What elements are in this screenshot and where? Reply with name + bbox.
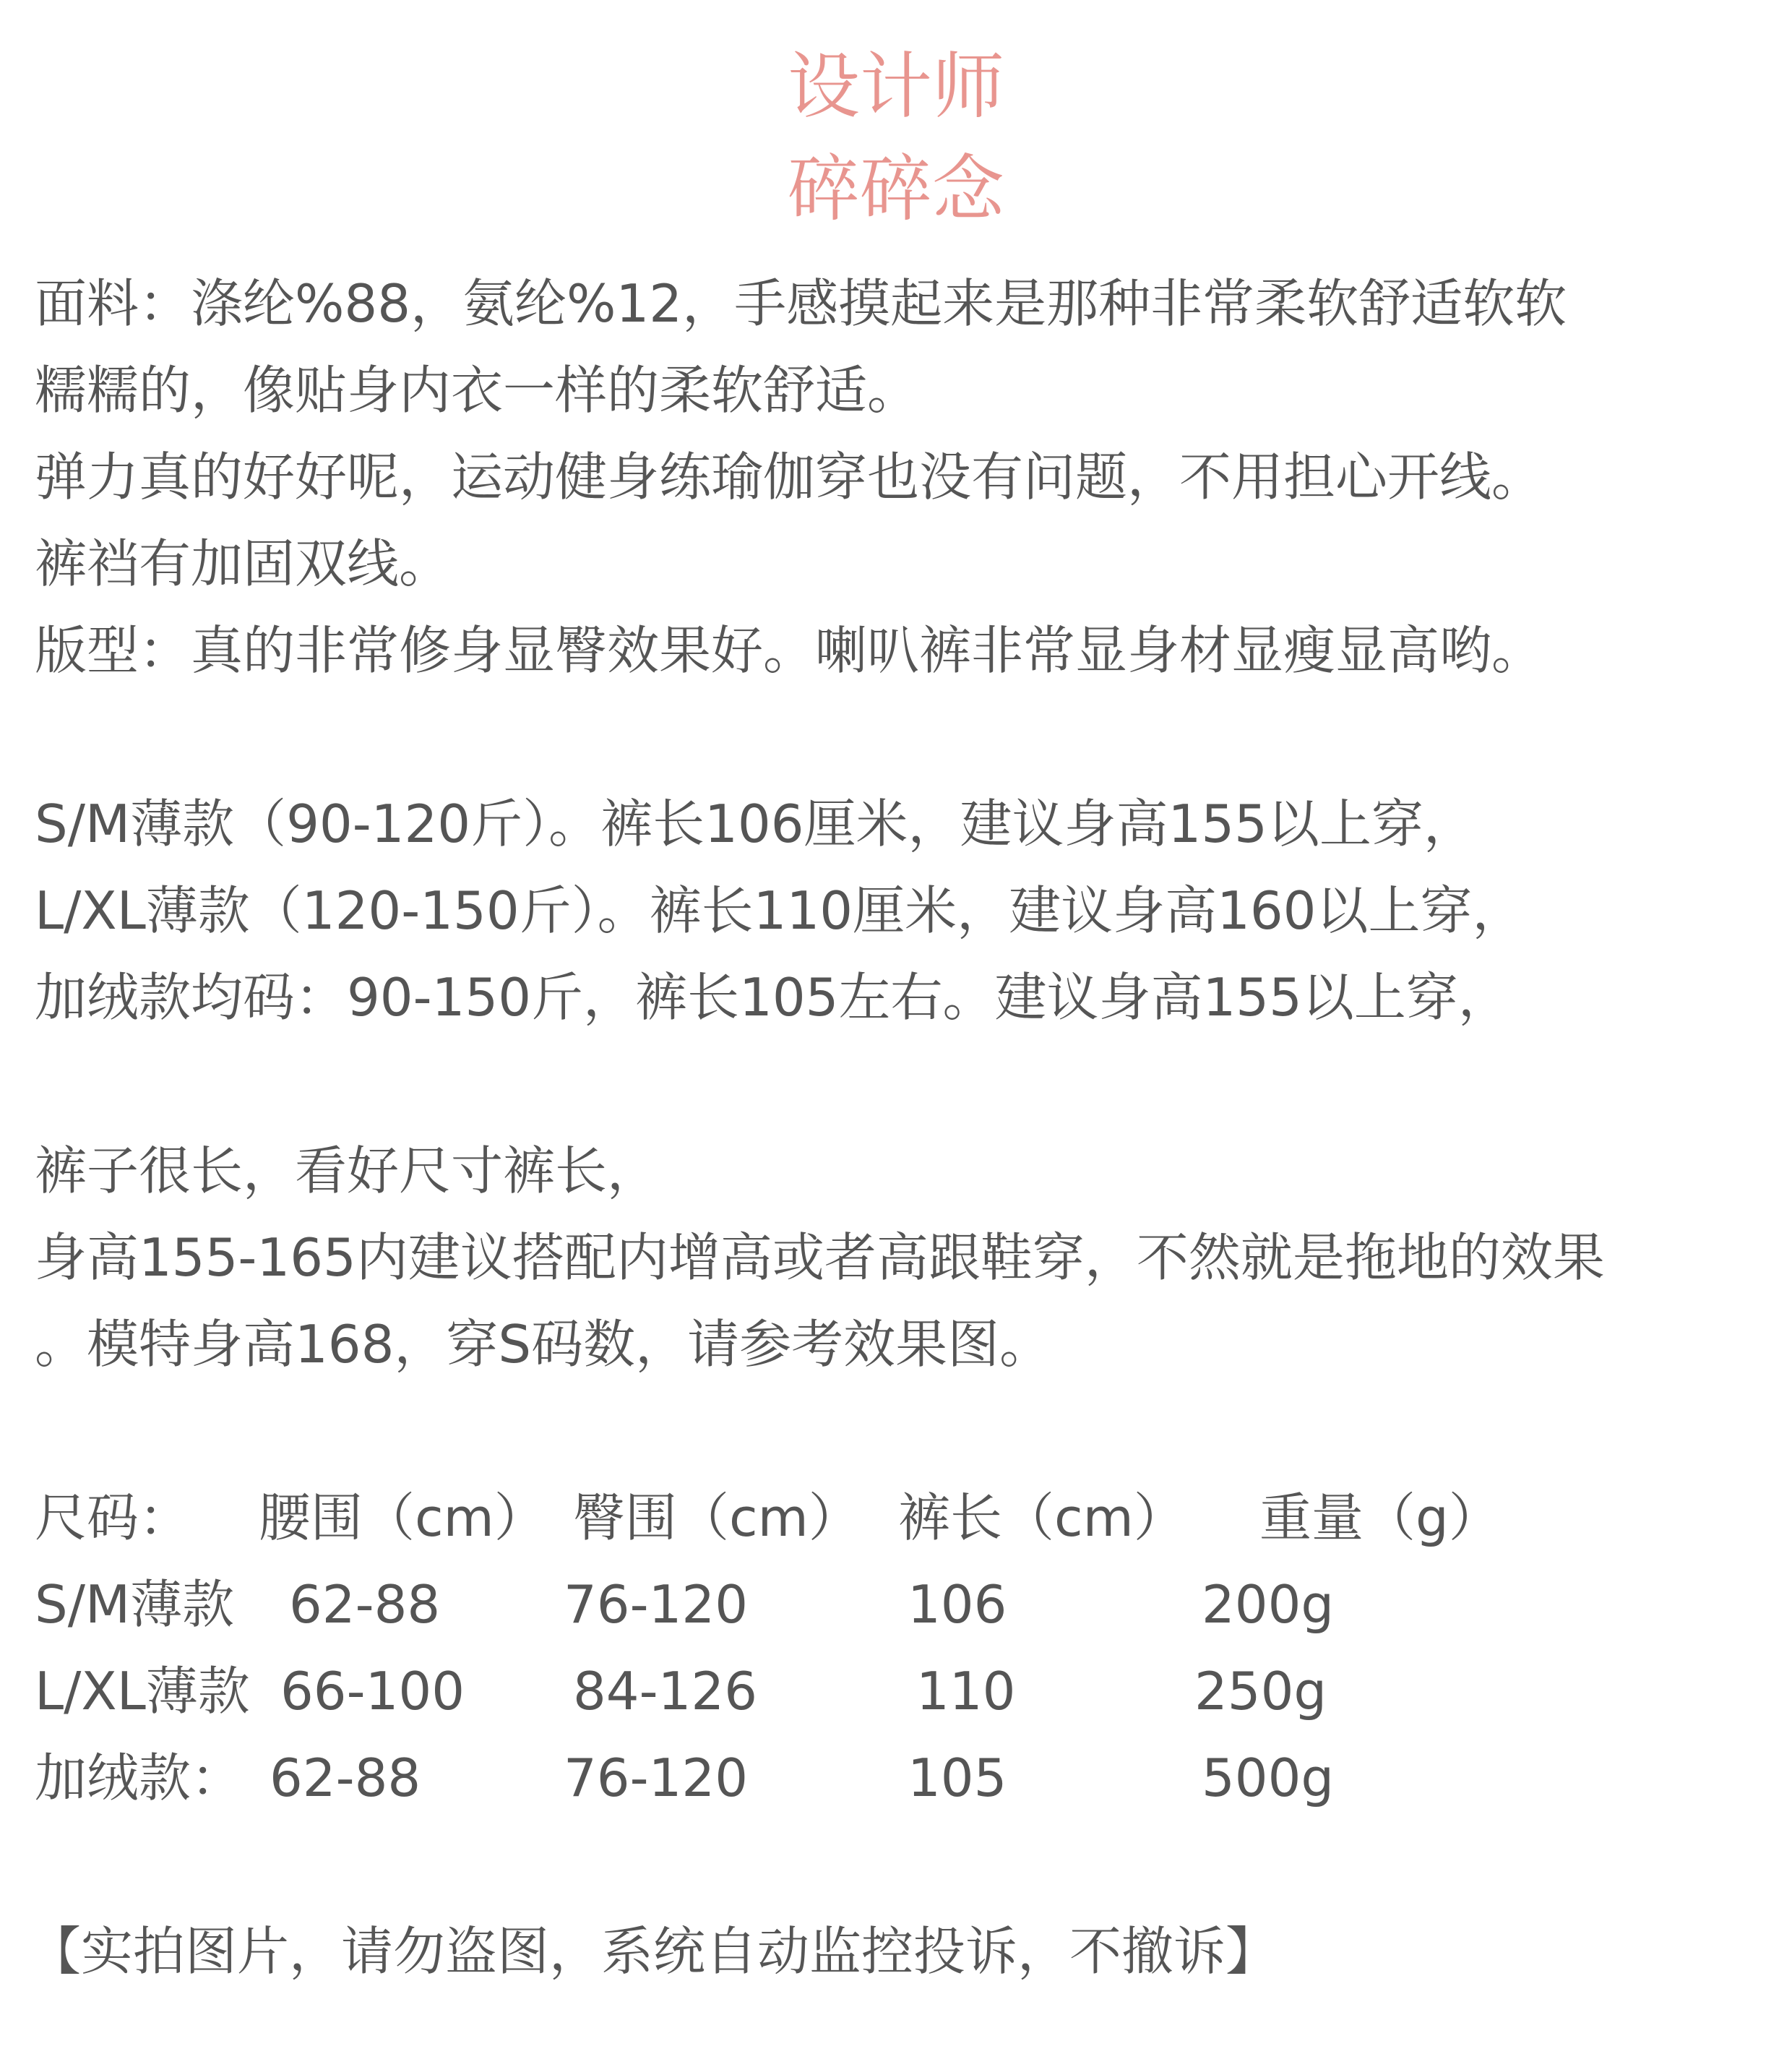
cell-hip: 76-120 [564,1574,749,1635]
description-line: 糯糯的，像贴身内衣一样的柔软舒适。 [35,360,920,421]
description-line: 版型：真的非常修身显臀效果好。喇叭裤非常显身材显瘦显高哟。 [35,620,1544,681]
note-line: 。模特身高168，穿S码数，请参考效果图。 [35,1314,1052,1375]
description-line: 弹力真的好好呢，运动健身练瑜伽穿也没有问题，不用担心开线。 [35,447,1544,507]
cell-waist: 62-88 [289,1574,441,1635]
cell-size: 加绒款： [35,1748,244,1808]
cell-waist: 62-88 [270,1748,421,1808]
cell-length: 106 [908,1574,1007,1635]
cell-length: 105 [908,1748,1007,1808]
cell-size: S/M薄款 [35,1574,235,1635]
header-weight: 重量（g） [1259,1487,1501,1548]
cell-hip: 76-120 [564,1748,749,1808]
note-line: 裤子很长，看好尺寸裤长， [35,1140,660,1201]
cell-weight: 200g [1202,1574,1335,1635]
size-info-line: L/XL薄款（120-150斤）。裤长110厘米，建议身高160以上穿， [35,880,1525,941]
description-line: 裤裆有加固双线。 [35,533,452,594]
description-line: 面料：涤纶%88，氨纶%12，手感摸起来是那种非常柔软舒适软软 [35,273,1567,334]
header-size: 尺码： [35,1487,191,1548]
table-row [35,1742,1769,1814]
cell-waist: 66-100 [280,1661,465,1722]
title-line-2: 碎碎念 [788,147,1004,231]
cell-hip: 84-126 [573,1661,758,1722]
cell-weight: 500g [1202,1748,1335,1808]
note-line: 身高155-165内建议搭配内增高或者高跟鞋穿，不然就是拖地的效果 [35,1227,1605,1288]
cell-size: L/XL薄款 [35,1661,250,1722]
header-hip: 臀围（cm） [573,1487,861,1548]
size-info-line: S/M薄款（90-120斤）。裤长106厘米，建议身高155以上穿， [35,794,1476,854]
header-length: 裤长（cm） [898,1487,1186,1548]
table-row [35,1655,1769,1727]
cell-weight: 250g [1194,1661,1327,1722]
header-waist: 腰围（cm） [259,1487,546,1548]
size-table-header [35,1482,1769,1554]
copyright-notice: 【实拍图片，请勿盗图，系统自动监控投诉，不撤诉】 [29,1921,1278,1982]
size-info-line: 加绒款均码：90-150斤，裤长105左右。建议身高155以上穿， [35,967,1510,1028]
title-line-1: 设计师 [788,44,1004,129]
cell-length: 110 [916,1661,1016,1722]
table-row [35,1568,1769,1641]
